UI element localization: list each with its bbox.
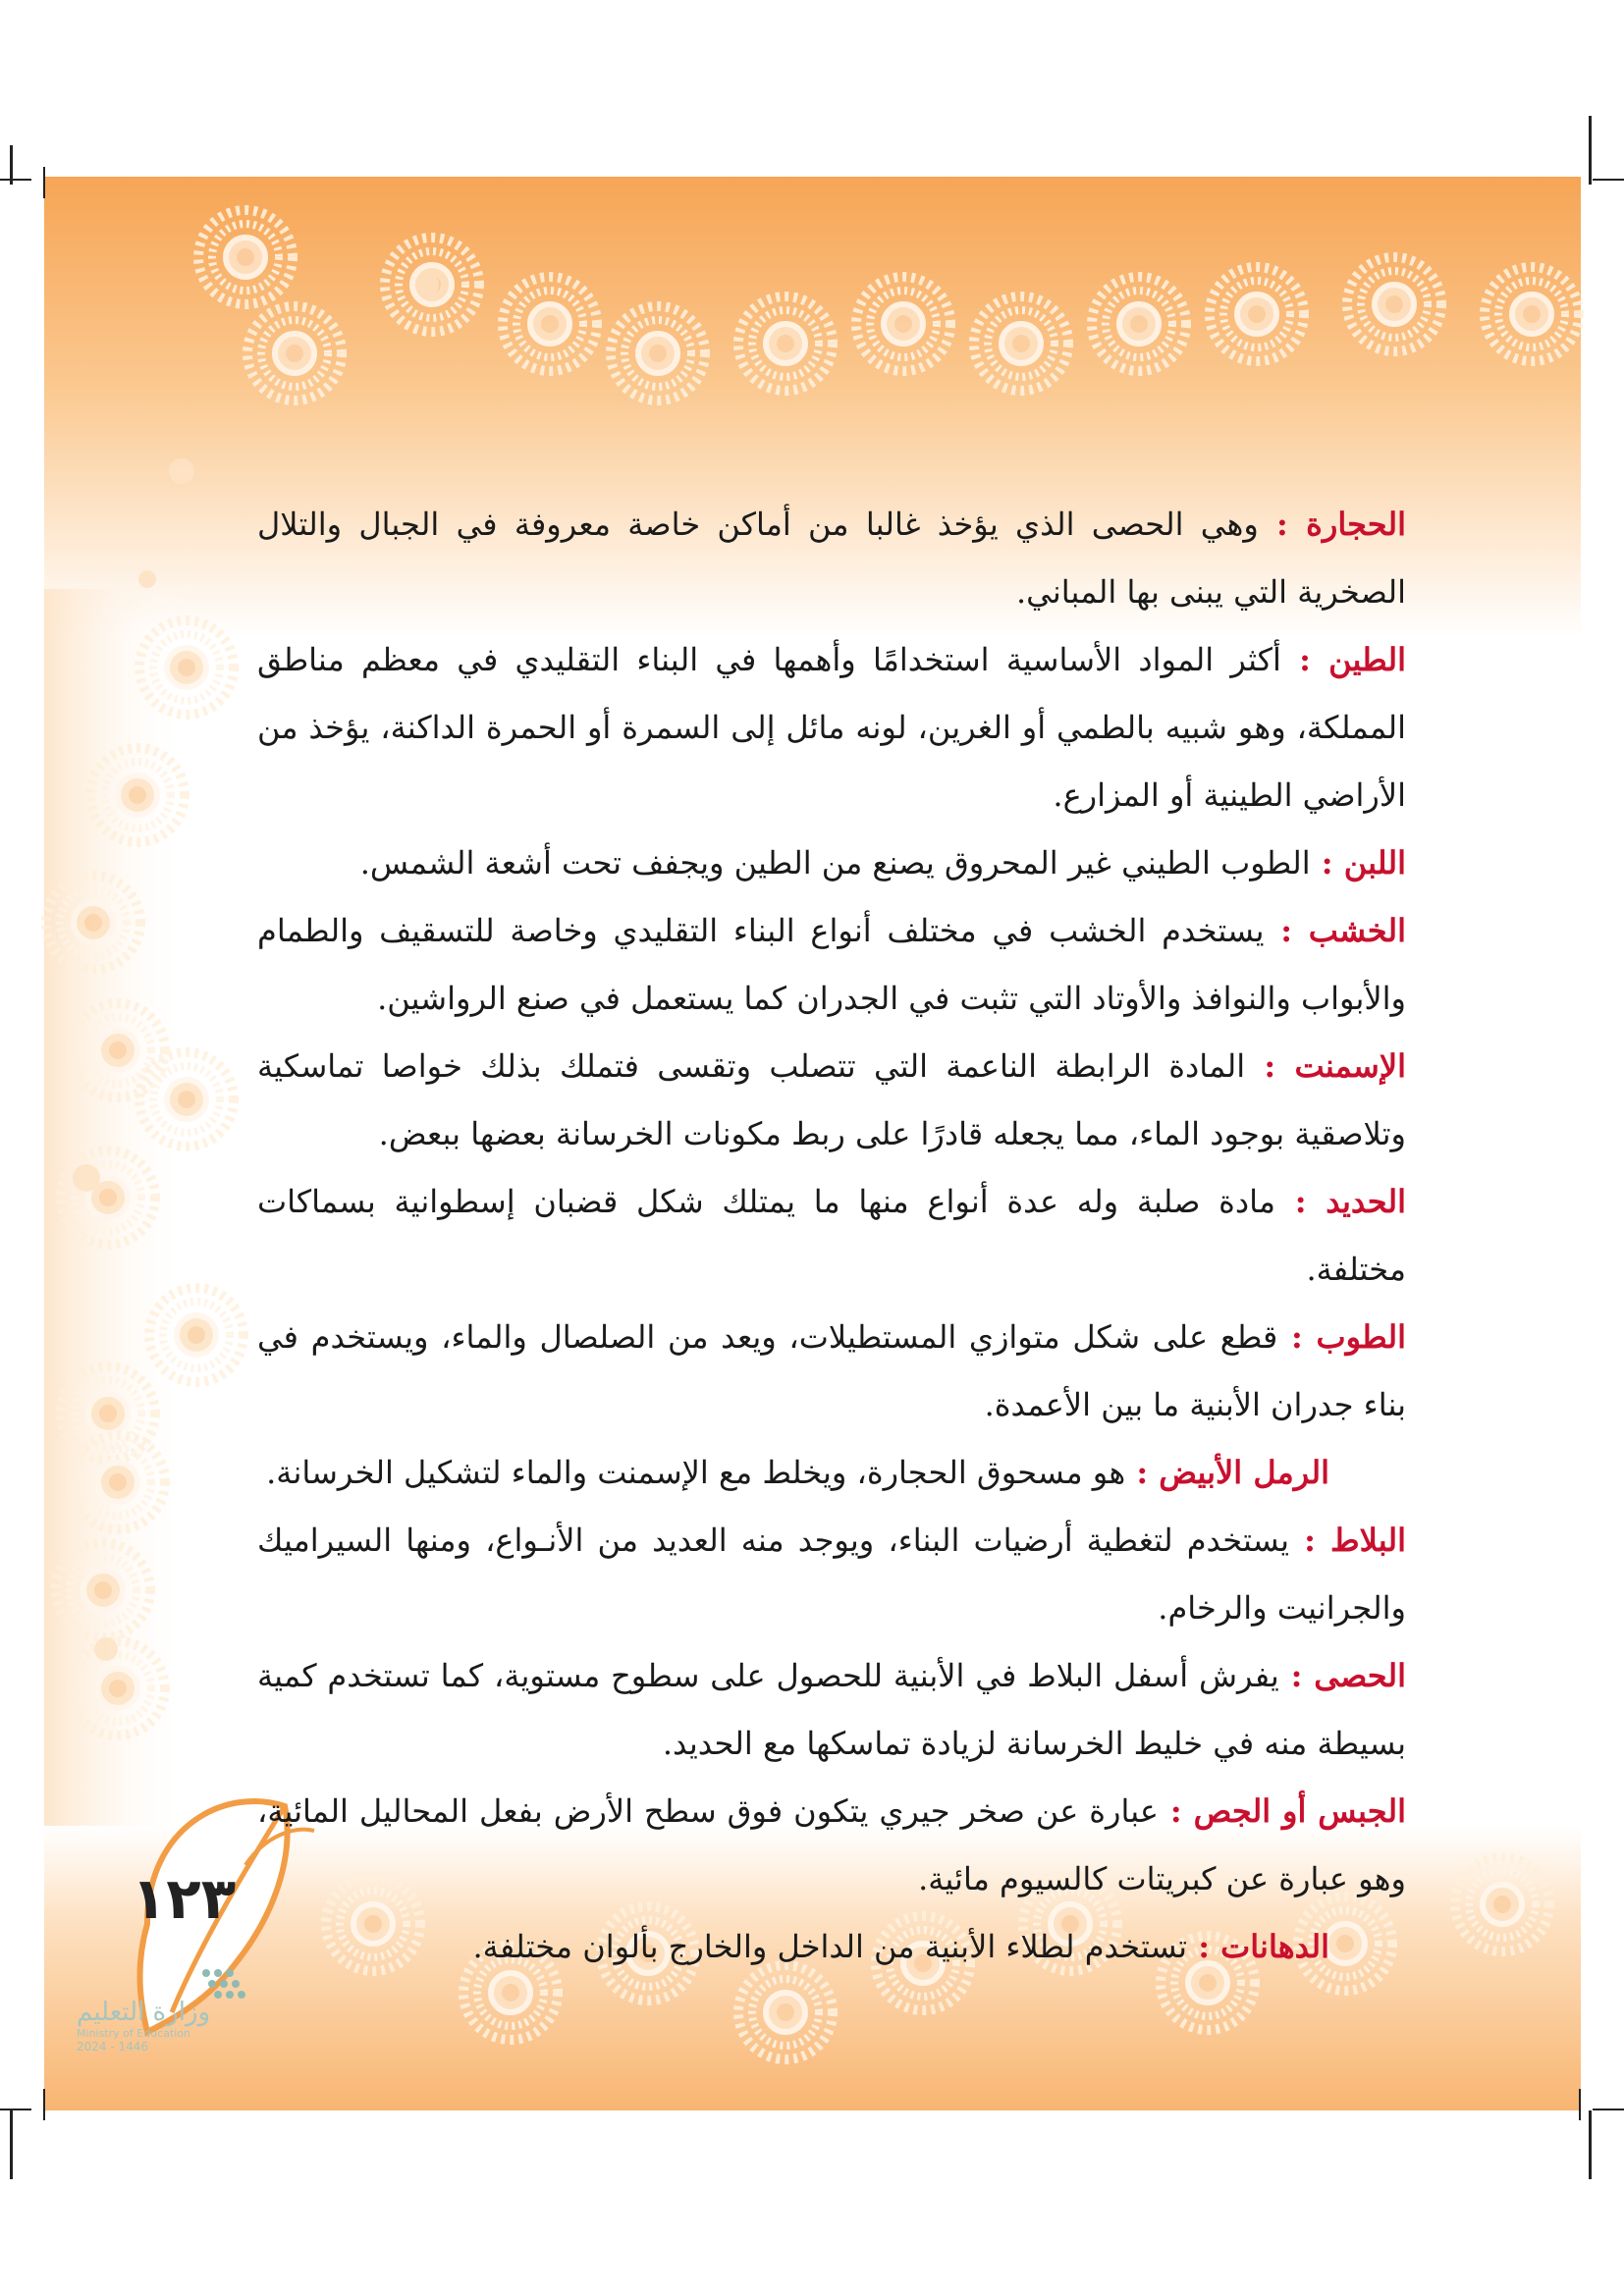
crop-mark — [43, 167, 45, 198]
glossary-entry: الطين : أكثر المواد الأساسية استخدامًا وأهمها في البناء التقليدي في معظم مناطق المملكة، وهو شبيه بالطمي أو الغرين، لونه مائل إلى السمرة أو الحمرة الداكنة، يؤخذ من الأراضي الطينية أو المزارع. — [257, 641, 1407, 814]
glossary-entry: الحجارة : وهي الحصى الذي يؤخذ غالبا من أماكن خاصة معروفة في الجبال والتلال الصخرية التي يبنى بها المباني. — [257, 506, 1407, 611]
entry-definition: وهي الحصى الذي يؤخذ غالبا من أماكن خاصة معروفة في الجبال والتلال الصخرية التي يبنى بها المباني. — [257, 506, 1406, 611]
entry-term: الحصى — [1314, 1657, 1407, 1694]
glossary-entry: الرمل الأبيض : هو مسحوق الحجارة، ويخلط مع الإسمنت والماء لتشكيل الخرسانة. — [266, 1454, 1329, 1491]
crop-mark — [1579, 2089, 1581, 2120]
entry-term: الحجارة — [1306, 506, 1407, 543]
glossary-entry: الإسمنت : المادة الرابطة الناعمة التي تتصلب وتقسى فتملك بذلك خواصا تماسكية وتلاصقية بوجود الماء، مما يجعله قادرًا على ربط مكونات الخرسانة بعضها ببعض. — [257, 1047, 1406, 1152]
entry-definition: الطوب الطيني غير المحروق يصنع من الطين ويجفف تحت أشعة الشمس. — [359, 844, 1311, 881]
crop-mark — [0, 179, 31, 181]
entry-term: الدهانات — [1220, 1928, 1329, 1965]
entry-term: الطين — [1328, 641, 1407, 678]
entry-definition: المادة الرابطة الناعمة التي تتصلب وتقسى فتملك بذلك خواصا تماسكية وتلاصقية بوجود الماء، مما يجعله قادرًا على ربط مكونات الخرسانة بعضها ببعض. — [257, 1047, 1406, 1152]
glossary-entry: اللبن : الطوب الطيني غير المحروق يصنع من الطين ويجفف تحت أشعة الشمس. — [359, 844, 1406, 881]
crop-mark — [1593, 2109, 1624, 2110]
entry-definition: عبارة عن صخر جيري يتكون فوق سطح الأرض بفعل المحاليل المائية، وهو عبارة عن كبريتات كالسيوم مائية. — [257, 1792, 1406, 1897]
crop-mark — [0, 2109, 31, 2110]
entry-term: الخشب — [1308, 912, 1407, 949]
glossary-entry: الحصى : يفرش أسفل البلاط في الأبنية للحصول على سطوح مستوية، كما تستخدم كمية بسيطة منه في خليط الخرسانة لزيادة تماسكها مع الحديد. — [257, 1657, 1407, 1762]
ministry-year: 2024 - 1446 — [77, 2040, 149, 2054]
glossary-entry: الخشب : يستخدم الخشب في مختلف أنواع البناء التقليدي وخاصة للتسقيف والطمام والأبواب والنوافذ والأوتاد التي تثبت في الجدران كما يستعمل في صنع الرواشين. — [257, 912, 1407, 1017]
entry-definition: هو مسحوق الحجارة، ويخلط مع الإسمنت والماء لتشكيل الخرسانة. — [266, 1454, 1126, 1491]
entry-term: الإسمنت — [1294, 1047, 1406, 1085]
entry-definition: قطع على شكل متوازي المستطيلات، ويعد من الصلصال والماء، ويستخدم في بناء جدران الأبنية ما بين الأعمدة. — [257, 1318, 1406, 1423]
glossary-entry: الطوب : قطع على شكل متوازي المستطيلات، ويعد من الصلصال والماء، ويستخدم في بناء جدران الأبنية ما بين الأعمدة. — [257, 1318, 1407, 1423]
entry-definition: يفرش أسفل البلاط في الأبنية للحصول على سطوح مستوية، كما تستخدم كمية بسيطة منه في خليط الخرسانة لزيادة تماسكها مع الحديد. — [257, 1657, 1406, 1762]
ministry-name-arabic: وزارة التعليم — [77, 1998, 211, 2027]
entry-term: الجبس أو الجص — [1193, 1792, 1407, 1830]
crop-mark — [1589, 116, 1592, 185]
crop-mark — [1589, 2110, 1592, 2179]
entry-term: البلاط — [1330, 1522, 1407, 1559]
glossary-entry: الدهانات : تستخدم لطلاء الأبنية من الداخل والخارج بألوان مختلفة. — [472, 1928, 1329, 1965]
page-number: ١٢٣ — [131, 1865, 237, 1932]
entry-term: الرمل الأبيض — [1159, 1454, 1329, 1491]
ministry-name-english: Ministry of Education — [77, 2027, 191, 2040]
entry-definition: يستخدم الخشب في مختلف أنواع البناء التقليدي وخاصة للتسقيف والطمام والأبواب والنوافذ والأوتاد التي تثبت في الجدران كما يستعمل في صنع الرواشين. — [257, 912, 1406, 1017]
entry-term: اللبن — [1343, 844, 1406, 881]
crop-mark — [10, 2110, 13, 2179]
entry-term: الطوب — [1316, 1318, 1407, 1356]
entry-definition: أكثر المواد الأساسية استخدامًا وأهمها في البناء التقليدي في معظم مناطق المملكة، وهو شبيه بالطمي أو الغرين، لونه مائل إلى السمرة أو الحمرة الداكنة، يؤخذ من الأراضي الطينية أو المزارع. — [257, 641, 1406, 814]
crop-mark — [1593, 179, 1624, 181]
entry-definition: يستخدم لتغطية أرضيات البناء، ويوجد منه العديد من الأنـواع، ومنها السيراميك والجرانيت والرخام. — [257, 1522, 1406, 1627]
glossary-entry: الجبس أو الجص : عبارة عن صخر جيري يتكون فوق سطح الأرض بفعل المحاليل المائية، وهو عبارة عن كبريتات كالسيوم مائية. — [257, 1792, 1407, 1897]
ministry-logo — [77, 1998, 263, 2054]
entry-definition: تستخدم لطلاء الأبنية من الداخل والخارج بألوان مختلفة. — [472, 1928, 1188, 1965]
crop-mark — [43, 2089, 45, 2120]
entry-term: الحديد — [1326, 1183, 1407, 1220]
glossary-entry: الحديد : مادة صلبة وله عدة أنواع منها ما يمتلك شكل قضبان إسطوانية بسماكات مختلفة. — [257, 1183, 1407, 1288]
entry-definition: مادة صلبة وله عدة أنواع منها ما يمتلك شكل قضبان إسطوانية بسماكات مختلفة. — [257, 1183, 1406, 1288]
glossary-entry: البلاط : يستخدم لتغطية أرضيات البناء، ويوجد منه العديد من الأنـواع، ومنها السيراميك والجرانيت والرخام. — [257, 1522, 1407, 1627]
glossary-list — [257, 491, 1406, 1981]
